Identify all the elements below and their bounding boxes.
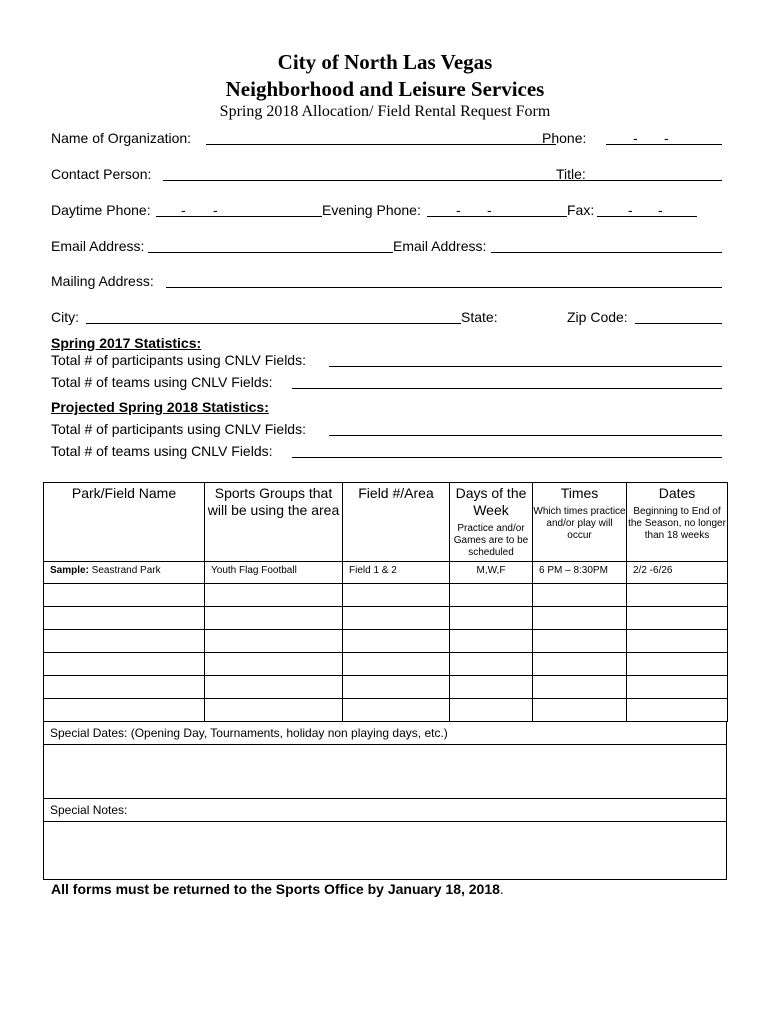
table-cell[interactable] bbox=[533, 699, 627, 722]
daytime-phone-label: Daytime Phone: bbox=[51, 202, 151, 218]
table-cell[interactable] bbox=[627, 676, 728, 699]
table-cell[interactable] bbox=[627, 607, 728, 630]
row-city bbox=[51, 307, 722, 327]
row-email bbox=[51, 236, 722, 256]
times-note: Which times practice and/or play will occur bbox=[533, 506, 626, 541]
sample-times: 6 PM – 8:30PM bbox=[533, 562, 627, 584]
email-address-2-label: Email Address: bbox=[393, 238, 487, 254]
table-row bbox=[44, 676, 728, 699]
email-address-field[interactable] bbox=[148, 252, 393, 253]
table-cell[interactable] bbox=[450, 630, 533, 653]
table-cell[interactable] bbox=[627, 699, 728, 722]
table-cell[interactable] bbox=[205, 653, 343, 676]
mailing-address-label: Mailing Address: bbox=[51, 273, 154, 289]
table-cell[interactable] bbox=[343, 584, 450, 607]
table-cell[interactable] bbox=[627, 653, 728, 676]
evening-phone-label: Evening Phone: bbox=[322, 202, 421, 218]
col-times: Times Which times practice and/or play will occur bbox=[533, 483, 627, 562]
row-phones bbox=[51, 200, 722, 220]
sample-park: Sample: Seastrand Park bbox=[44, 562, 205, 584]
evening-phone-dash: - bbox=[456, 202, 461, 218]
sample-days: M,W,F bbox=[450, 562, 533, 584]
special-dates-box bbox=[43, 721, 727, 799]
spring-2018-heading: Projected Spring 2018 Statistics: bbox=[51, 399, 269, 415]
table-row bbox=[44, 653, 728, 676]
zip-code-field[interactable] bbox=[635, 323, 722, 324]
fax-dash: - bbox=[658, 202, 663, 218]
table-cell[interactable] bbox=[343, 653, 450, 676]
state-label: State: bbox=[461, 309, 498, 325]
evening-phone-dash: - bbox=[487, 202, 492, 218]
city-field[interactable] bbox=[86, 323, 461, 324]
table-cell[interactable] bbox=[343, 630, 450, 653]
table-cell[interactable] bbox=[533, 630, 627, 653]
table-cell[interactable] bbox=[44, 630, 205, 653]
table-cell[interactable] bbox=[450, 607, 533, 630]
table-cell[interactable] bbox=[627, 584, 728, 607]
phone-dash: - bbox=[664, 130, 669, 146]
organization-field[interactable] bbox=[206, 144, 556, 145]
fax-label: Fax: bbox=[567, 202, 595, 218]
mailing-address-field[interactable] bbox=[166, 287, 722, 288]
title-field[interactable] bbox=[556, 180, 722, 181]
teams-2018-field[interactable] bbox=[292, 457, 722, 458]
contact-person-field[interactable] bbox=[163, 180, 556, 181]
table-cell[interactable] bbox=[533, 584, 627, 607]
col-sports-groups: Sports Groups that will be using the area bbox=[205, 483, 343, 562]
special-notes-box bbox=[43, 798, 727, 880]
table-cell[interactable] bbox=[205, 607, 343, 630]
fax-dash: - bbox=[628, 202, 633, 218]
table-cell[interactable] bbox=[343, 607, 450, 630]
participants-2018-field[interactable] bbox=[329, 435, 722, 436]
table-cell[interactable] bbox=[44, 699, 205, 722]
participants-2018-label: Total # of participants using CNLV Fields: bbox=[51, 421, 306, 437]
table-cell[interactable] bbox=[450, 584, 533, 607]
spring-2017-heading: Spring 2017 Statistics: bbox=[51, 335, 202, 351]
special-notes-field[interactable] bbox=[44, 822, 726, 882]
phone-dash: - bbox=[633, 130, 638, 146]
city-label: City: bbox=[51, 309, 79, 325]
evening-phone-field[interactable] bbox=[427, 216, 567, 217]
phone-label: Phone: bbox=[542, 130, 587, 146]
table-row bbox=[44, 584, 728, 607]
title-department: Neighborhood and Leisure Services bbox=[225, 77, 545, 101]
return-deadline-notice: All forms must be returned to the Sports Office by January 18, 2018. bbox=[51, 881, 504, 897]
row-2018-participants bbox=[51, 419, 722, 439]
special-dates-field[interactable] bbox=[44, 745, 726, 801]
sample-sports: Youth Flag Football bbox=[205, 562, 343, 584]
table-row-sample bbox=[44, 562, 728, 584]
row-2017-participants bbox=[51, 350, 722, 370]
table-cell[interactable] bbox=[343, 676, 450, 699]
table-cell[interactable] bbox=[533, 607, 627, 630]
col-park-field-name: Park/Field Name bbox=[44, 483, 205, 562]
contact-person-label: Contact Person: bbox=[51, 166, 152, 182]
sample-field: Field 1 & 2 bbox=[343, 562, 450, 584]
col-days-of-week: Days of the Week Practice and/or Games are to be scheduled bbox=[450, 483, 533, 562]
row-mailing bbox=[51, 271, 722, 291]
table-cell[interactable] bbox=[450, 699, 533, 722]
table-header-row bbox=[44, 483, 728, 562]
col-field-area: Field #/Area bbox=[343, 483, 450, 562]
fax-field[interactable] bbox=[597, 216, 697, 217]
organization-label: Name of Organization: bbox=[51, 130, 192, 146]
table-cell[interactable] bbox=[450, 676, 533, 699]
zip-code-label: Zip Code: bbox=[567, 309, 628, 325]
table-cell[interactable] bbox=[44, 676, 205, 699]
teams-2017-label: Total # of teams using CNLV Fields: bbox=[51, 374, 273, 390]
title-city: City of North Las Vegas bbox=[277, 50, 493, 74]
email-address-2-field[interactable] bbox=[491, 252, 722, 253]
field-request-table bbox=[43, 482, 728, 722]
table-cell[interactable] bbox=[533, 676, 627, 699]
email-address-label: Email Address: bbox=[51, 238, 145, 254]
row-contact bbox=[51, 164, 722, 184]
participants-2017-label: Total # of participants using CNLV Fields: bbox=[51, 352, 306, 368]
row-2017-teams bbox=[51, 372, 722, 392]
table-cell[interactable] bbox=[205, 584, 343, 607]
row-2018-teams bbox=[51, 441, 722, 461]
table-row bbox=[44, 699, 728, 722]
table-cell[interactable] bbox=[44, 653, 205, 676]
table-cell[interactable] bbox=[44, 607, 205, 630]
table-row bbox=[44, 630, 728, 653]
row-organization bbox=[51, 128, 722, 148]
special-notes-label: Special Notes: bbox=[44, 799, 726, 822]
daytime-phone-dash: - bbox=[213, 202, 218, 218]
table-cell[interactable] bbox=[44, 584, 205, 607]
table-cell[interactable] bbox=[343, 699, 450, 722]
sample-dates: 2/2 -6/26 bbox=[627, 562, 728, 584]
teams-2017-field[interactable] bbox=[292, 388, 722, 389]
title-label: Title: bbox=[556, 166, 586, 182]
table-cell[interactable] bbox=[627, 630, 728, 653]
table-cell[interactable] bbox=[205, 699, 343, 722]
participants-2017-field[interactable] bbox=[329, 366, 722, 367]
special-dates-label: Special Dates: (Opening Day, Tournaments, holiday non playing days, etc.) bbox=[44, 722, 726, 745]
table-cell[interactable] bbox=[205, 630, 343, 653]
days-note: Practice and/or Games are to be scheduled bbox=[453, 523, 529, 558]
table-row bbox=[44, 607, 728, 630]
table-cell[interactable] bbox=[205, 676, 343, 699]
dates-note: Beginning to End of the Season, no longer than 18 weeks bbox=[628, 506, 726, 541]
teams-2018-label: Total # of teams using CNLV Fields: bbox=[51, 443, 273, 459]
form-subtitle: Spring 2018 Allocation/ Field Rental Request Form bbox=[219, 103, 551, 120]
table-cell[interactable] bbox=[450, 653, 533, 676]
daytime-phone-dash: - bbox=[181, 202, 186, 218]
table-cell[interactable] bbox=[533, 653, 627, 676]
col-dates: Dates Beginning to End of the Season, no longer than 18 weeks bbox=[627, 483, 728, 562]
